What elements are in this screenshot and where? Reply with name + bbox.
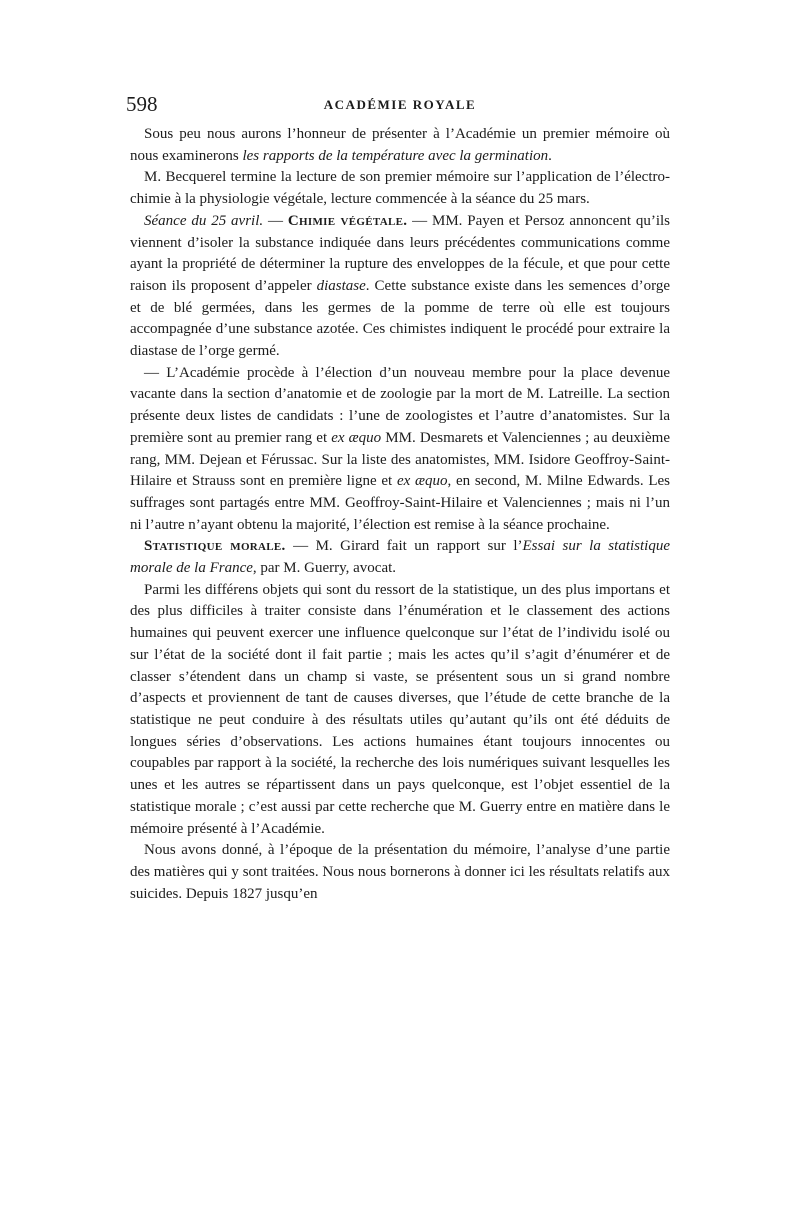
section-heading-statistique: Statistique morale. [144,538,286,555]
paragraph-statistique-morale: Statistique morale. — M. Girard fait un rapport sur l’Essai sur la statistique morale de la France, par M. Guerry, avocat. [130,538,670,577]
paragraph-seance-25-avril: Séance du 25 avril. — Chimie végétale. — MM. Payen et Persoz annoncent qu’ils viennent d’isoler la substance indiquée dans leurs précédentes communications comme ayant la propriété de déterminer la rupture des enveloppes de la fécule, et que pour cette raison ils proposent d’appeler diastase. Cette substance existe dans les semences d’orge et de blé germées, dans les germes de la pomme de terre où elle est toujours accompagnée d’une substance azotée. Ces chimistes indiquent le procédé pour extraire la diastase de l’orge germé. [130,212,671,360]
paragraph-becquerel: M. Becquerel termine la lecture de son premier mémoire sur l’application de l’électro-chimie à la physiologie végétale, lecture commencée à la séance du 25 mars. [130,169,670,208]
paragraph-germination: Sous peu nous aurons l’honneur de présenter à l’Académie un premier mémoire où nous examinerons les rapports de la température avec la germination. [130,126,670,164]
running-head: ACADÉMIE ROYALE [323,97,477,112]
page-header [126,92,670,122]
section-heading-chimie: Chimie végétale. [287,212,408,229]
page-number: 598 [126,92,158,116]
paragraph-election: — L’Académie procède à l’élection d’un nouveau membre pour la place devenue vacante dans la section d’anatomie et de zoologie par la mort de M. Latreille. La section présente deux listes de candidats : l’une de zoologistes et l’autre d’anatomistes. Sur la première sont au premier rang et ex æquo MM. Desmarets et Valenciennes ; au deuxième rang, MM. Dejean et Férussac. Sur la liste des anatomistes, MM. Isidore Geoffroy-Saint-Hilaire et Strauss sont en première ligne et ex æquo, en second, M. Milne Edwards. Les suffrages sont partagés entre MM. Geoffroy-Saint-Hilaire et Valenciennes ; mais ni l’un ni l’autre n’ayant obtenu la majorité, l’élection est remise à la séance prochaine. [130,364,671,533]
paragraph-suicides: Nous avons donné, à l’époque de la présentation du mémoire, l’analyse d’une partie des matières qui y sont traitées. Nous nous bornerons à donner ici les résultats relatifs aux suicides. Depuis 1827 jusqu’en [130,842,670,902]
paragraph-actions-humaines: Parmi les différens objets qui sont du ressort de la statistique, un des plus importans et des plus difficiles à traiter consiste dans l’énumération et le classement des actions humaines qui peuvent exercer une influence quelconque sur l’état de l’individu isolé ou sur l’état de la société dont il fait partie ; mais les actes qu’il s’agit d’énumérer et de classer s’étendent dans un champ si vaste, se présentent sous un si grand nombre d’aspects et proviennent de tant de causes diverses, que l’étude de cette branche de la statistique ne peut conduire à des résultats utiles qu’autant qu’ils ont été déduits de longues séries d’observations. Les actions humaines étant toujours innocentes ou coupables par rapport à la société, la recherche des lois numériques suivant lesquelles les unes et les autres se répartissent dans un pays quelconque, est l’objet essentiel de la statistique morale ; c’est aussi par cette recherche que M. Guerry entre en matière dans le mémoire présenté à l’Académie. [130,581,670,837]
book-page [126,92,671,905]
